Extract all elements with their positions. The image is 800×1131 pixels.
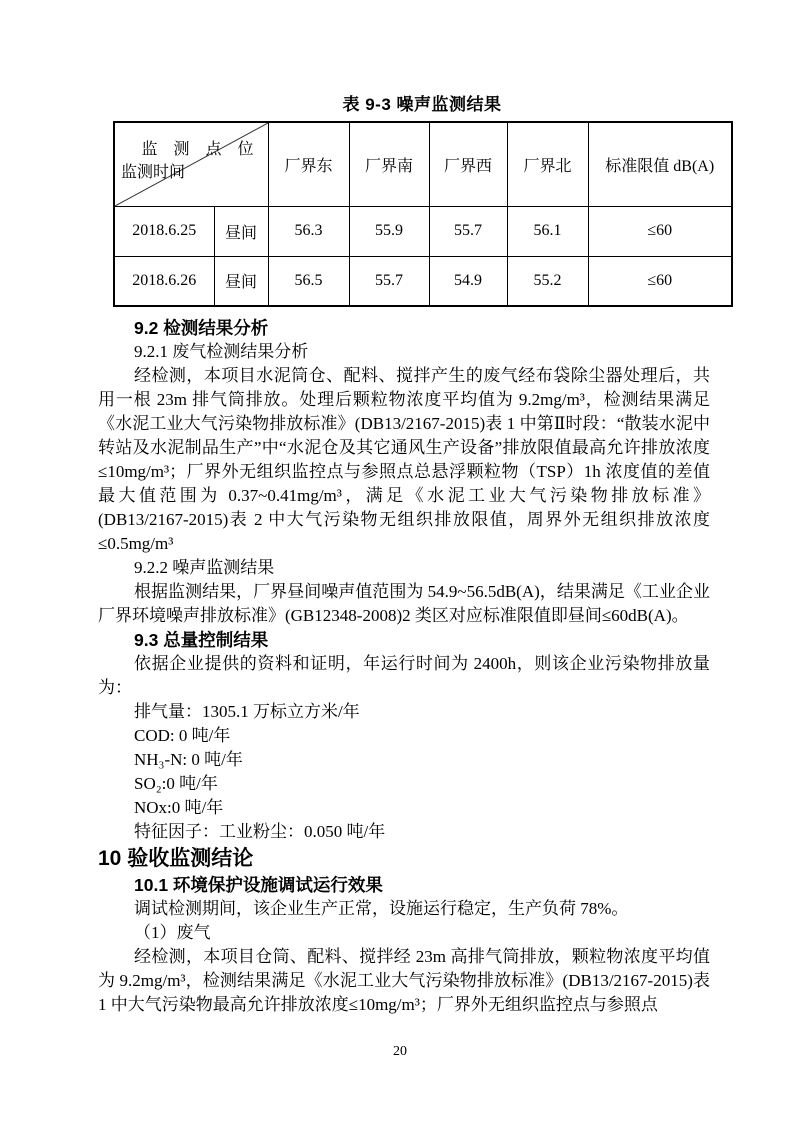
line-cod: COD: 0 吨/年 (134, 726, 231, 745)
page-content (98, 0, 715, 1017)
cell-limit: ≤60 (588, 256, 732, 306)
column-header-south: 厂界南 (349, 122, 429, 206)
section-heading-9-2: 9.2 检测结果分析 (134, 318, 269, 338)
cell-value-south: 55.9 (349, 206, 429, 256)
section-heading-10-1: 10.1 环境保护设施调试运行效果 (134, 875, 383, 895)
cell-value-south: 55.7 (349, 256, 429, 306)
cell-value-west: 54.9 (429, 256, 507, 306)
line-nh3n: NH₃-N: 0 吨/年 (134, 750, 243, 769)
paragraph-commissioning: 调试检测期间，该企业生产正常，设施运行稳定，生产负荷 78%。 (134, 899, 629, 918)
subsection-heading-9-2-1: 9.2.1 废气检测结果分析 (134, 342, 309, 361)
line-nox: NOx:0 吨/年 (134, 798, 224, 817)
column-header-limit: 标准限值 dB(A) (588, 122, 732, 206)
cell-value-west: 55.7 (429, 206, 507, 256)
chapter-heading-10: 10 验收监测结论 (98, 847, 254, 870)
section-heading-9-3: 9.3 总量控制结果 (134, 630, 269, 650)
paragraph-total-control: 依据企业提供的资料和证明，年运行时间为 2400h，则该企业污染物排放量为： (98, 654, 710, 697)
cell-period: 昼间 (214, 256, 268, 306)
diagonal-label-point: 监 测 点 位 (141, 141, 260, 158)
line-so2: SO₂:0 吨/年 (134, 774, 218, 793)
body-text (98, 316, 710, 1017)
paragraph-exhaust-analysis: 经检测，本项目水泥筒仓、配料、搅拌产生的废气经布袋除尘器处理后，共用一根 23m 排气筒排放。处理后颗粒物浓度平均值为 9.2mg/m³，检测结果满足《水泥工业大气污染物排放标准》(DB13/2167-2015)表 1 中第Ⅱ时段：“散装水泥中转站及水泥制品生产”中“水泥仓及其它通风生产设备”排放限值最高允许排放浓度≤10mg/m³；厂界外无组织监控点与参照点总悬浮颗粒物（TSP）1h 浓度值的差值最大值范围为 0.37~0.41mg/m³，满足《水泥工业大气污染物排放标准》(DB13/2167-2015)表 2 中大气污染物无组织排放限值，周界外无组织排放浓度≤0.5mg/m³ (98, 366, 710, 553)
paragraph-conclusion-exhaust: 经检测，本项目仓筒、配料、搅拌经 23m 高排气筒排放，颗粒物浓度平均值为 9.2mg/m³，检测结果满足《水泥工业大气污染物排放标准》(DB13/2167-2015)表 1 中大气污染物最高允许排放浓度≤10mg/m³；厂界外无组织监控点与参照点 (98, 947, 710, 1014)
diagonal-header-cell (114, 122, 268, 206)
cell-date: 2018.6.25 (114, 206, 214, 256)
cell-value-north: 55.2 (507, 256, 588, 306)
line-characteristic-factor: 特征因子：工业粉尘：0.050 吨/年 (134, 822, 386, 841)
column-header-north: 厂界北 (507, 122, 588, 206)
subsection-heading-9-2-2: 9.2.2 噪声监测结果 (134, 558, 275, 577)
cell-value-north: 56.1 (507, 206, 588, 256)
table-title: 表 9-3 噪声监测结果 (342, 95, 502, 114)
column-header-west: 厂界西 (429, 122, 507, 206)
table-row (114, 256, 732, 306)
noise-results-table (113, 121, 733, 307)
cell-value-east: 56.3 (268, 206, 349, 256)
diagonal-label-time: 监测时间 (121, 164, 186, 181)
table-row (114, 206, 732, 256)
cell-limit: ≤60 (588, 206, 732, 256)
cell-date: 2018.6.26 (114, 256, 214, 306)
page-number: 20 (393, 1044, 407, 1059)
table-header-row (114, 122, 732, 206)
line-exhaust-volume: 排气量：1305.1 万标立方米/年 (134, 702, 360, 721)
paragraph-noise-analysis: 根据监测结果，厂界昼间噪声值范围为 54.9~56.5dB(A)，结果满足《工业企业厂界环境噪声排放标准》(GB12348-2008)2 类区对应标准限值即昼间≤60dB(A)。 (98, 582, 710, 625)
column-header-east: 厂界东 (268, 122, 349, 206)
line-item-exhaust: （1）废气 (134, 923, 211, 942)
cell-period: 昼间 (214, 206, 268, 256)
cell-value-east: 56.5 (268, 256, 349, 306)
